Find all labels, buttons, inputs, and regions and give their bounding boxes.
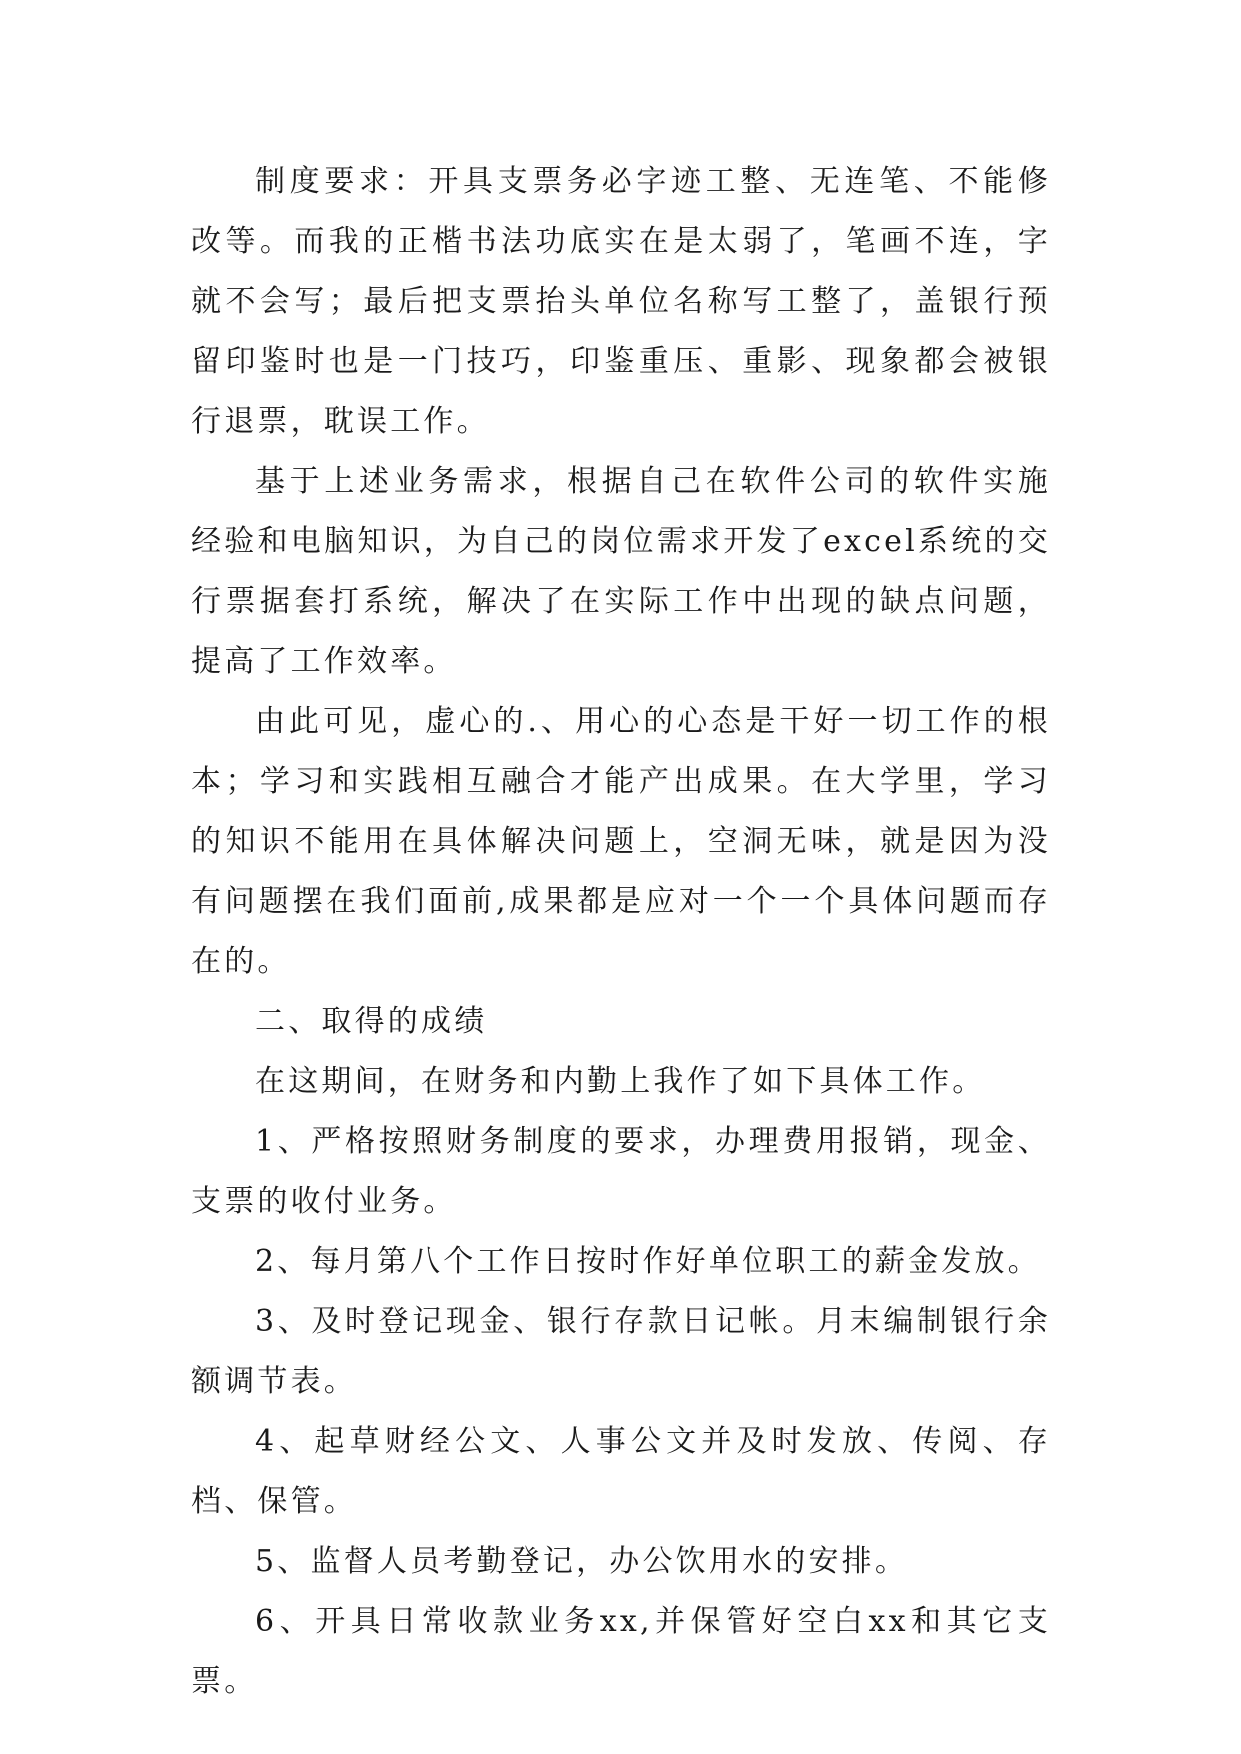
list-item-3: 3、及时登记现金、银行存款日记帐。月末编制银行余额调节表。 <box>191 1304 1051 1399</box>
paragraph-conclusion: 由此可见，虚心的.、用心的心态是干好一切工作的根本；学习和实践相互融合才能产出成果。在大学里，学习的知识不能用在具体解决问题上，空洞无味，就是因为没有问题摆在我们面前,成果都是应对一个一个具体问题而存在的。 <box>191 704 1051 979</box>
list-item-4: 4、起草财经公文、人事公文并及时发放、传阅、存档、保管。 <box>191 1424 1051 1519</box>
paragraph-intro-work: 在这期间，在财务和内勤上我作了如下具体工作。 <box>255 1064 986 1099</box>
list-item-5: 5、监督人员考勤登记，办公饮用水的安排。 <box>255 1544 909 1579</box>
paragraph-check-requirements: 制度要求：开具支票务必字迹工整、无连笔、不能修改等。而我的正楷书法功底实在是太弱了，笔画不连，字就不会写；最后把支票抬头单位名称写工整了，盖银行预留印鉴时也是一门技巧，印鉴重压、重影、现象都会被银行退票，耽误工作。 <box>191 164 1051 439</box>
section-heading-achievements: 二、取得的成绩 <box>255 1004 488 1039</box>
document-body <box>191 152 1051 1712</box>
list-item-6: 6、开具日常收款业务xx,并保管好空白xx和其它支票。 <box>191 1604 1051 1699</box>
list-item-2: 2、每月第八个工作日按时作好单位职工的薪金发放。 <box>255 1244 1041 1279</box>
paragraph-system-development: 基于上述业务需求，根据自己在软件公司的软件实施经验和电脑知识，为自己的岗位需求开发了excel系统的交行票据套打系统，解决了在实际工作中出现的缺点问题，提高了工作效率。 <box>191 464 1051 679</box>
list-item-1: 1、严格按照财务制度的要求，办理费用报销，现金、支票的收付业务。 <box>191 1124 1051 1219</box>
